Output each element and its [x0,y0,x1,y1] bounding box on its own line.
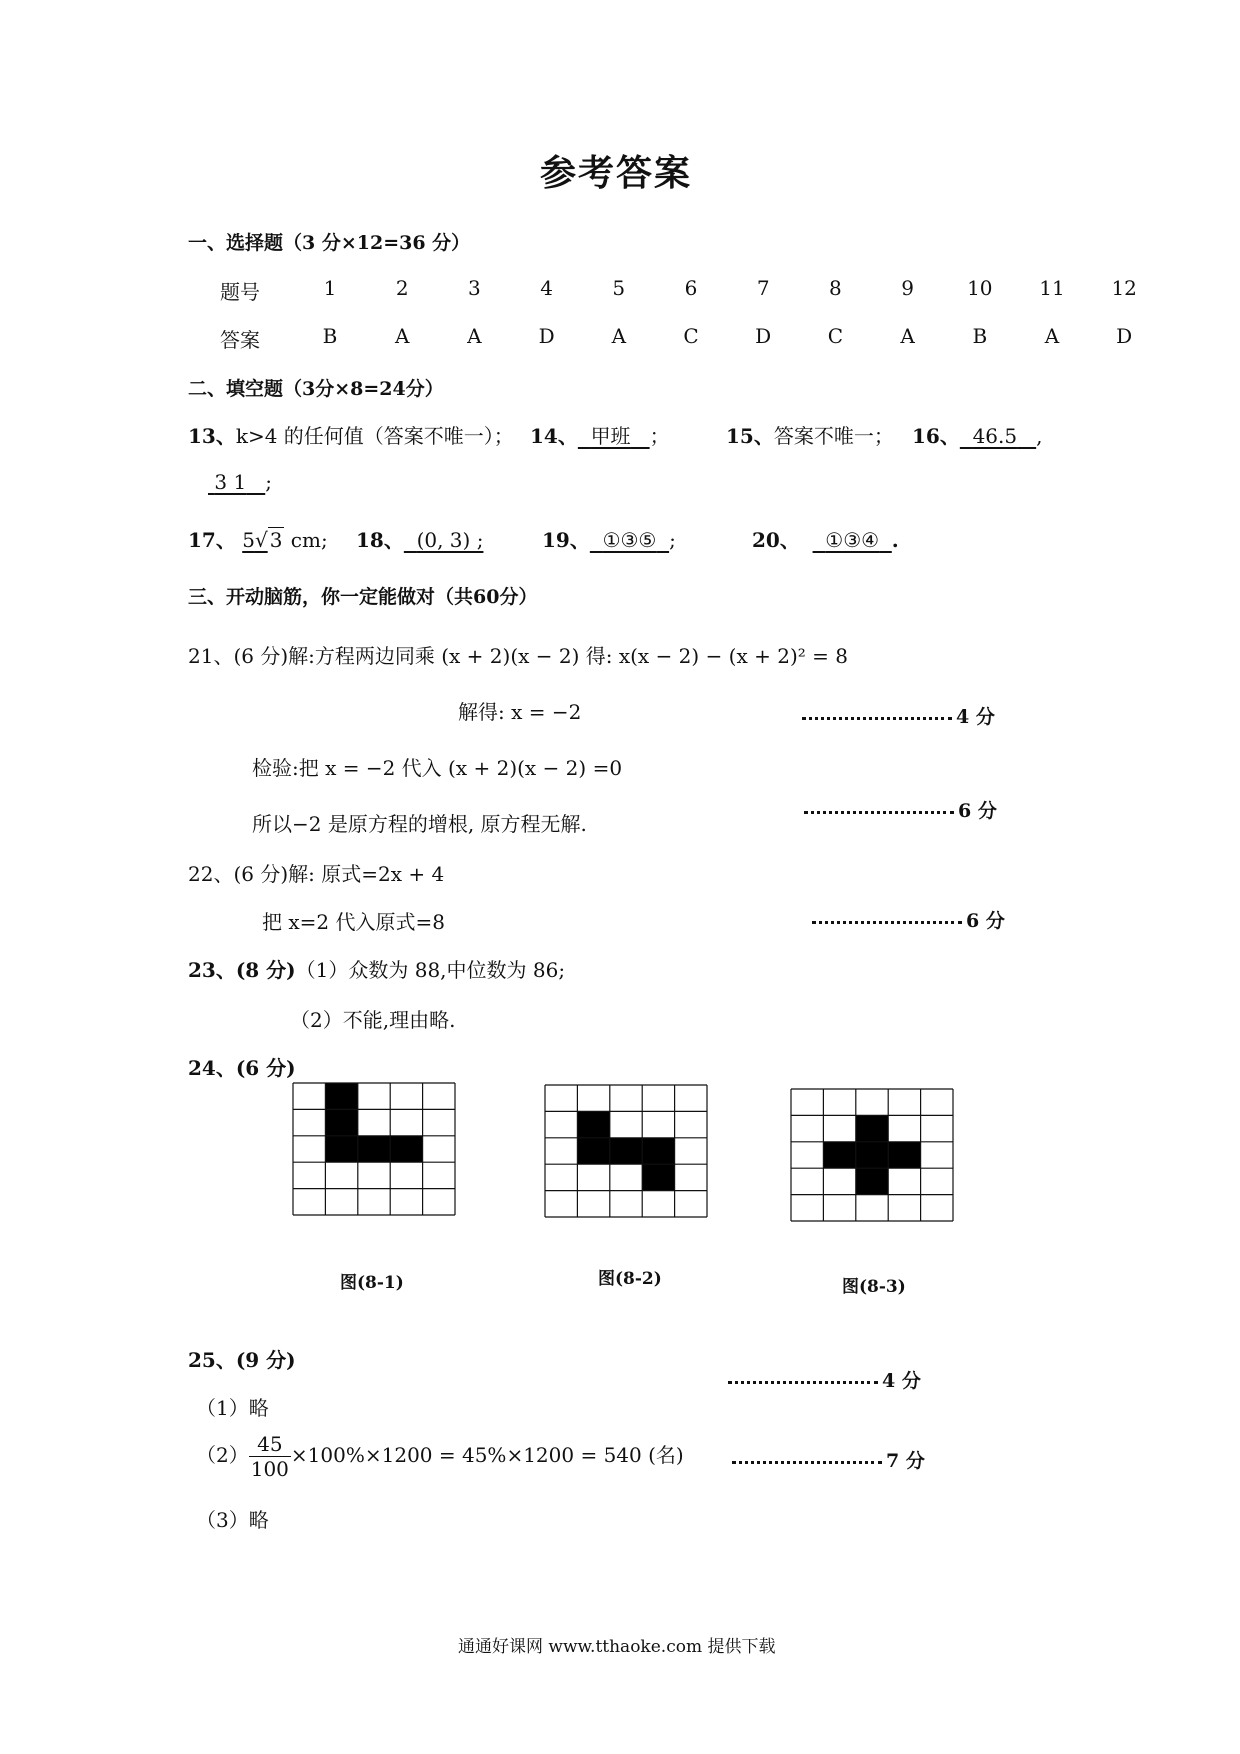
grid-figure-2 [544,1084,708,1218]
q18 [356,524,483,553]
section-1-heading: 一、选择题（3 分×12=36 分） [188,232,471,254]
q16: 16、 46.5 , [912,424,1043,448]
question-number-cell: 6 [684,276,698,300]
answer-cell: A [394,324,410,348]
question-number-cell: 5 [612,276,626,300]
q25-number: 25、(9 分) [188,1348,296,1372]
score-marker: 6 分 [804,796,997,823]
q14-number: 14、 [530,424,578,448]
filled-cell [856,1142,888,1168]
question-number-cell: 7 [756,276,770,300]
section-2-heading: 二、填空题（3分×8=24分） [188,378,444,400]
q14: 14、 甲班 ； [530,424,670,448]
q17 [188,524,328,553]
answer-cell: D [1116,324,1133,348]
filled-cell [642,1164,674,1190]
q21-line-2: 解得: x = −2 [458,700,582,724]
score-marker: 6 分 [812,906,1005,933]
answer-cell: A [467,324,482,348]
q23-line-2: （2）不能,理由略. [290,1008,456,1032]
fraction: $\frac{45}{100}$ [250,1432,289,1481]
q13-number: 13、 [188,424,236,448]
score-marker: 7 分 [732,1446,925,1473]
question-number-cell: 8 [829,276,842,300]
q21-line-3: 检验:把 x = −2 代入 (x + 2)(x − 2) =0 [252,756,623,780]
answer-cell: A [900,324,915,348]
answer-cell: B [972,324,988,348]
answer-cell: D [755,324,772,348]
filled-cell [610,1138,642,1164]
q13-text: k>4 的任何值（答案不唯一）； [235,424,514,448]
question-number-label: 题号 [220,280,260,304]
answer-label: 答案 [220,328,260,352]
question-number-cell: 10 [967,276,993,300]
q22-line-1: 22、(6 分)解: 原式=2x + 4 [188,862,445,886]
answer-cell: B [322,324,338,348]
figure-caption-3: 图(8-3) [842,1277,906,1297]
q17-unit: cm; [290,528,328,552]
answer-cell: C [827,324,844,348]
filled-cell [577,1111,609,1137]
question-number-cell: 9 [901,276,914,300]
page-title: 参考答案 [540,152,693,194]
question-number-cell: 12 [1111,276,1137,300]
footer-credit: 通通好课网 www.tthaoke.com 提供下载 [458,1637,776,1657]
q25-part-2: （2） $\frac{45}{100}$ ×100%×1200 = 45%×1200 = 540 (名) [196,1432,684,1481]
q15-text: 答案不唯一； [773,424,894,448]
q16-number: 16、 [912,424,960,448]
question-number-cell: 3 [468,276,481,300]
filled-cell [390,1136,422,1162]
q15 [726,420,894,449]
filled-cell [642,1138,674,1164]
score-marker: 4 分 [728,1366,921,1393]
q21-line-4: 所以−2 是原方程的增根, 原方程无解. [252,812,587,836]
q13 [188,420,514,449]
q25-part-3: （3）略 [196,1508,269,1532]
filled-cell [325,1136,357,1162]
filled-cell [888,1142,920,1168]
q19-number: 19、 [542,528,590,552]
filled-cell [577,1138,609,1164]
q20-answer: ①③④ [825,528,880,552]
q22-line-2: 把 x=2 代入原式=8 [262,910,445,934]
q21-line-1: 21、(6 分)解:方程两边同乘 (x + 2)(x − 2) 得: x(x − 2) − (x + 2)² = 8 [188,644,848,668]
q19: 19、 ①③⑤ ; [542,528,676,552]
q16-answer-2: 3 1 ; [214,470,272,494]
section-3-heading: 三、开动脑筋，你一定能做对（共60分） [188,586,538,608]
question-number-cell: 4 [540,276,553,300]
q17-number: 17、 [188,528,236,552]
figure-caption-1: 图(8-1) [340,1273,404,1293]
score-marker: 4 分 [802,702,995,729]
q20-number: 20、 [752,528,800,552]
filled-cell [325,1109,357,1135]
q18-answer: (0, 3) ; [416,528,484,552]
q17-answer: 5√ 3 [242,528,283,552]
answer-cell: A [1044,324,1060,348]
question-number-cell: 1 [323,276,337,300]
filled-cell [823,1142,855,1168]
filled-cell [856,1168,888,1194]
q18-number: 18、 [356,528,404,552]
filled-cell [856,1115,888,1141]
filled-cell [358,1136,390,1162]
q24-number: 24、(6 分) [188,1056,296,1080]
answer-cell: C [683,324,699,348]
grid-figure-1 [292,1082,456,1216]
question-number-cell: 11 [1039,276,1065,300]
q15-number: 15、 [726,424,774,448]
q25-part-1: （1）略 [196,1396,269,1420]
q23-line-1: 23、(8 分)（1）众数为 88,中位数为 86; [188,958,566,982]
q14-answer: 甲班 [590,424,631,448]
filled-cell [325,1083,357,1109]
q20: 20、 ①③④ . [752,528,899,552]
q19-answer: ①③⑤ [602,528,657,552]
answer-cell: A [611,324,627,348]
q16-answer: 46.5 [972,424,1018,448]
grid-figure-3 [790,1088,954,1222]
answer-cell: D [538,324,555,348]
figure-caption-2: 图(8-2) [598,1269,662,1289]
question-number-cell: 2 [395,276,409,300]
